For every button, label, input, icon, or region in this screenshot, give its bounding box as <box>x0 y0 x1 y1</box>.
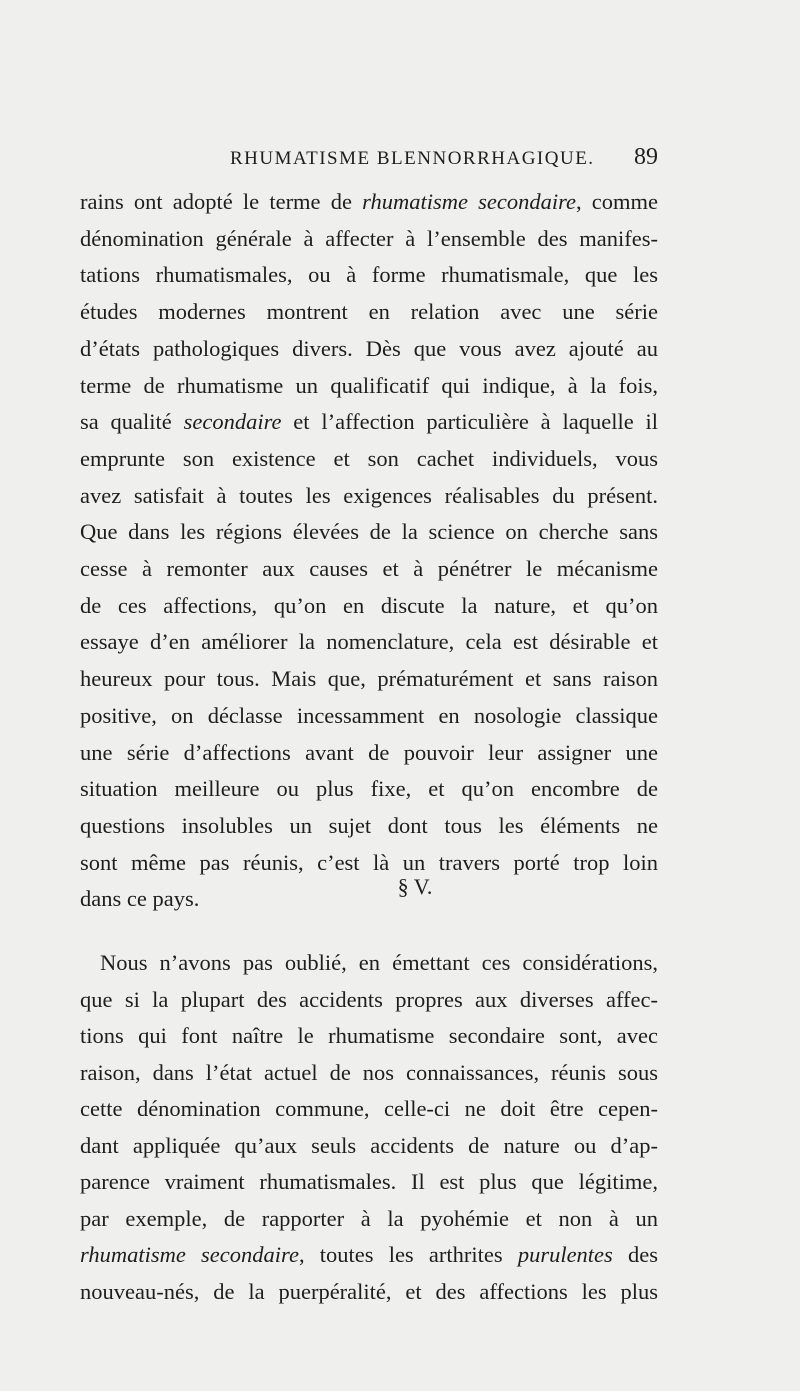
text-segment: raison, dans l’état actuel de nos connaissances, réunis sous <box>80 1059 658 1085</box>
text-segment: que si la plupart des accidents propres aux diverses affec- <box>80 986 658 1012</box>
text-line <box>80 1055 658 1092</box>
text-line <box>80 588 658 625</box>
text-line <box>80 257 658 294</box>
text-segment: tions qui font naître le rhumatisme secondaire sont, avec <box>80 1023 658 1048</box>
text-line <box>80 1274 658 1311</box>
text-segment: Que dans les régions élevées de la science on cherche sans <box>80 519 658 545</box>
text-segment: parence vraiment rhumatismales. Il est plus que légitime, <box>80 1169 658 1194</box>
text-line <box>80 221 658 258</box>
italic-text: secondaire <box>183 409 282 435</box>
text-line <box>80 331 658 368</box>
text-segment: Nous n’avons pas oublié, en émettant ces considérations, <box>100 950 658 975</box>
text-segment: d’états pathologiques divers. Dès que vous avez ajouté au <box>80 335 658 361</box>
text-segment: dant appliquée qu’aux seuls accidents de nature ou d’ap- <box>80 1132 658 1158</box>
text-segment: positive, on déclasse incessamment en nosologie classique <box>80 702 658 728</box>
text-segment: cette dénomination commune, celle-ci ne doit être cepen- <box>80 1096 658 1121</box>
text-segment: questions insolubles un sujet dont tous les éléments ne <box>80 812 658 838</box>
text-line <box>80 735 658 772</box>
text-line <box>80 1018 658 1055</box>
text-line <box>80 661 658 698</box>
text-line <box>80 1128 658 1165</box>
text-line <box>80 1237 658 1274</box>
paragraph-2 <box>80 945 658 1310</box>
text-line <box>80 368 658 405</box>
text-segment: tations rhumatismales, ou à forme rhumatismale, que les <box>80 262 658 288</box>
text-line <box>80 478 658 515</box>
text-line <box>80 808 658 845</box>
text-segment: sa qualité <box>80 409 184 435</box>
text-segment: terme de rhumatisme un qualificatif qui indique, à la fois, <box>80 372 658 398</box>
italic-text: rhumatisme secondaire <box>362 189 576 214</box>
section-heading: § V. <box>397 874 433 899</box>
running-title: RHUMATISME BLENNORRHAGIQUE. <box>230 148 595 169</box>
text-line <box>80 404 658 441</box>
text-segment: de ces affections, qu’on en discute la nature, et qu’on <box>80 592 658 618</box>
text-segment: cesse à remonter aux causes et à pénétrer le mécanisme <box>80 556 658 582</box>
text-line <box>80 698 658 735</box>
text-line <box>80 294 658 331</box>
italic-text: purulentes <box>517 1242 613 1267</box>
text-line <box>80 184 658 221</box>
paragraph-1 <box>80 184 658 918</box>
text-segment: emprunte son existence et son cachet individuels, vous <box>80 445 658 471</box>
text-segment: avez satisfait à toutes les exigences réalisables du présent. <box>80 482 658 508</box>
page-header <box>80 144 660 178</box>
text-line <box>80 624 658 661</box>
text-line <box>80 1164 658 1201</box>
text-line <box>80 1091 658 1128</box>
text-segment: essaye d’en améliorer la nomenclature, cela est désirable et <box>80 629 658 655</box>
text-segment: une série d’affections avant de pouvoir leur assigner une <box>80 739 658 765</box>
text-segment: des <box>612 1242 659 1267</box>
text-line <box>80 982 658 1019</box>
text-segment: rains ont adopté le terme de <box>80 189 363 214</box>
text-line <box>80 514 658 551</box>
italic-text: rhumatisme secondaire <box>80 1242 299 1267</box>
text-segment: études modernes montrent en relation avec une série <box>80 299 658 325</box>
page-number: 89 <box>634 144 658 170</box>
text-segment: sont même pas réunis, c’est là un travers porté trop loin <box>80 849 658 875</box>
text-line <box>80 551 658 588</box>
text-segment: situation meilleure ou plus fixe, et qu’on encombre de <box>80 776 658 802</box>
text-segment: dénomination générale à affecter à l’ensemble des manifes- <box>80 225 658 251</box>
text-segment: , comme <box>575 189 658 214</box>
text-line <box>80 771 658 808</box>
text-segment: et l’affection particulière à laquelle il <box>281 409 658 435</box>
text-line <box>80 441 658 478</box>
text-segment: dans ce pays. <box>80 886 200 912</box>
text-segment: nouveau-nés, de la puerpéralité, et des affections les plus <box>80 1278 658 1304</box>
text-segment: heureux pour tous. Mais que, prématurément et sans raison <box>80 666 658 692</box>
text-segment: par exemple, de rapporter à la pyohémie et non à un <box>80 1205 658 1231</box>
text-line <box>80 1201 658 1238</box>
text-line <box>80 945 658 982</box>
text-segment: , toutes les arthrites <box>298 1242 518 1267</box>
